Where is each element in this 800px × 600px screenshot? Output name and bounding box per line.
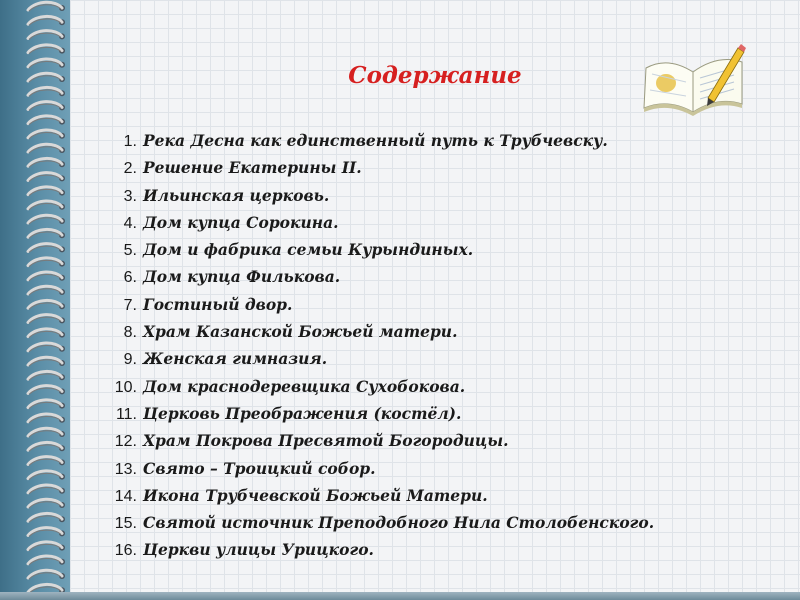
list-item-text: Гостиный двор. xyxy=(143,294,293,314)
list-item-number: 2. xyxy=(123,160,137,178)
list-item xyxy=(96,318,756,345)
list-item xyxy=(96,127,756,154)
list-item-number: 5. xyxy=(123,242,137,260)
list-item-number: 11. xyxy=(115,405,137,423)
list-item-number: 8. xyxy=(123,324,137,342)
table-of-contents xyxy=(96,127,756,564)
open-notebook-pencil-icon xyxy=(638,38,748,118)
list-item-text: Дом купца Филькова. xyxy=(143,267,341,287)
list-item xyxy=(96,400,756,427)
list-item xyxy=(96,427,756,454)
list-item-text: Храм Покрова Пресвятой Богородицы. xyxy=(143,431,509,451)
list-item xyxy=(96,291,756,318)
list-item-text: Дом краснодеревщика Сухобокова. xyxy=(143,376,466,396)
list-item-number: 16. xyxy=(114,542,137,560)
list-item-text: Река Десна как единственный путь к Трубчевску. xyxy=(143,131,608,150)
list-item-number: 6. xyxy=(123,269,137,287)
list-item xyxy=(96,482,756,509)
list-item xyxy=(96,455,756,482)
list-item xyxy=(96,236,756,263)
list-item-number: 15. xyxy=(114,515,137,533)
list-item-number: 7. xyxy=(123,296,137,314)
list-item xyxy=(96,509,756,536)
list-item-number: 3. xyxy=(123,187,137,205)
spiral-binding-icon xyxy=(22,0,82,600)
list-item-text: Решение Екатерины II. xyxy=(143,158,362,178)
list-item-number: 1. xyxy=(123,133,137,150)
list-item-number: 10. xyxy=(114,378,137,396)
list-item-number: 14. xyxy=(114,487,137,505)
list-item-text: Церкви улицы Урицкого. xyxy=(143,540,374,560)
list-item xyxy=(96,154,756,181)
list-item-number: 9. xyxy=(123,351,137,369)
list-item-text: Свято – Троицкий собор. xyxy=(143,458,376,478)
list-item xyxy=(96,209,756,236)
list-item-text: Ильинская церковь. xyxy=(143,185,330,205)
list-item-text: Дом и фабрика семьи Курындиных. xyxy=(143,240,474,260)
list-item-number: 12. xyxy=(114,433,137,451)
list-item-text: Икона Трубчевской Божьей Матери. xyxy=(143,485,488,505)
bottom-border xyxy=(0,592,800,600)
list-item-text: Церковь Преображения (костёл). xyxy=(143,403,462,423)
list-item xyxy=(96,536,756,563)
page-title: Содержание xyxy=(348,62,522,89)
list-item-text: Женская гимназия. xyxy=(143,349,328,369)
list-item xyxy=(96,263,756,290)
list-item-number: 13. xyxy=(114,460,137,478)
list-item xyxy=(96,373,756,400)
list-item xyxy=(96,182,756,209)
list-item-text: Дом купца Сорокина. xyxy=(143,212,339,232)
list-item-text: Храм Казанской Божьей матери. xyxy=(143,322,458,342)
list-item-number: 4. xyxy=(123,214,137,232)
list-item xyxy=(96,345,756,372)
list-item-text: Святой источник Преподобного Нила Столобенского. xyxy=(143,513,655,533)
